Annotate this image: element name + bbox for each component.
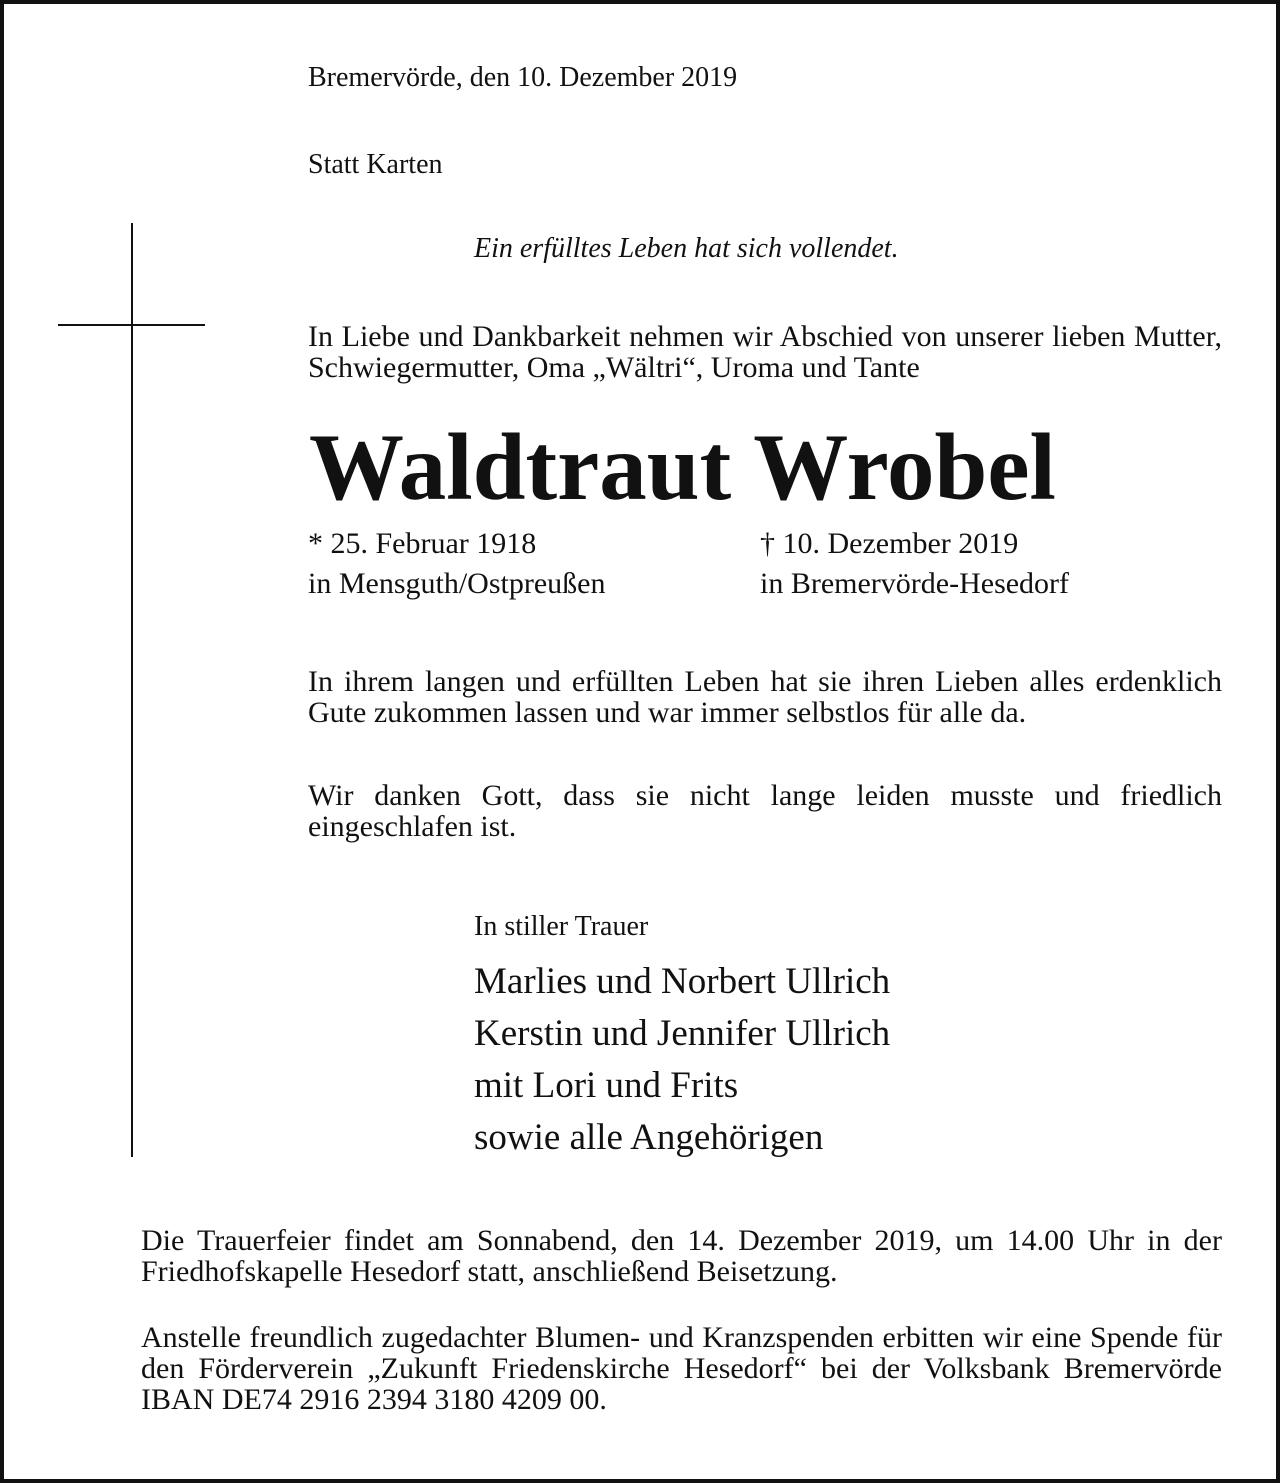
funeral-notice: Die Trauerfeier findet am Sonnabend, den 14. Dezember 2019, um 14.00 Uhr in der Friedhofskapelle Hesedorf statt, anschließend Beisetzung. [141,1224,1222,1288]
place-date: Bremervörde, den 10. Dezember 2019 [308,62,738,93]
statt-karten: Statt Karten [308,149,443,180]
death-place: in Bremervörde-Hesedorf [760,567,1070,600]
body-paragraph-2: Wir danken Gott, dass sie nicht lange leiden musste und friedlich eingeschlafen ist. [308,779,1222,843]
body-paragraph-1: In ihrem langen und erfüllten Leben hat sie ihren Lieben alles erdenklich Gute zukommen lassen und war immer selbstlos für alle da. [308,665,1222,729]
cross-vertical-bar [131,223,133,1157]
mourner-line: mit Lori und Frits [474,1065,739,1106]
deceased-name: Waldtraut Wrobel [309,414,1056,520]
intro-text: In Liebe und Dankbarkeit nehmen wir Abschied von unserer lieben Mutter, Schwiegermutter, Oma „Wältri“, Uroma und Tante [308,320,1222,384]
donation-notice: Anstelle freundlich zugedachter Blumen- und Kranzspenden erbitten wir eine Spende für den Förderverein „Zukunft Friedenskirche Hesedorf“ bei der Volksbank Bremervörde IBAN DE74 2916 2394 3180 4209 00. [141,1321,1222,1416]
birth-place: in Mensguth/Ostpreußen [308,567,606,600]
death-date: † 10. Dezember 2019 [760,527,1019,560]
mourner-line: Marlies und Norbert Ullrich [474,961,891,1002]
motto: Ein erfülltes Leben hat sich vollendet. [474,233,899,264]
mourner-line: sowie alle Angehörigen [474,1117,824,1158]
mourner-line: Kerstin und Jennifer Ullrich [474,1013,891,1054]
birth-date: * 25. Februar 1918 [308,527,537,560]
cross-horizontal-bar [58,324,205,326]
mourners-intro: In stiller Trauer [474,911,649,942]
